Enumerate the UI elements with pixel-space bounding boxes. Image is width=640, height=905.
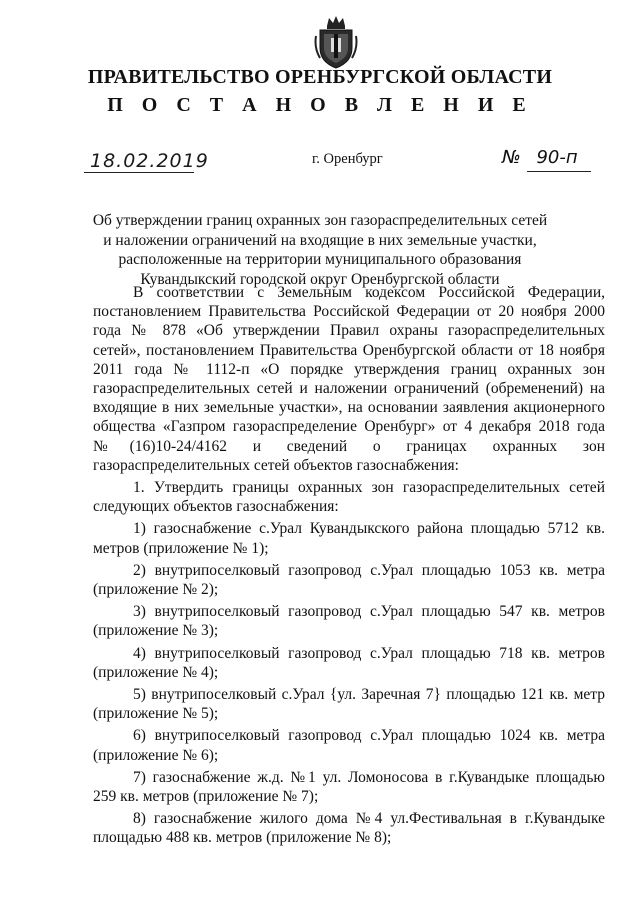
list-item: 5) внутрипоселковый с.Урал {ул. Заречная 7} площадью 121 кв. метр (приложение № 5); bbox=[93, 686, 605, 723]
subject-line: Об утверждении границ охранных зон газораспределительных сетей bbox=[92, 212, 548, 229]
preamble-paragraph: В соответствии с Земельным кодексом Российской Федерации, постановлением Правительства Российской Федерации от 20 ноября 2000 года № 878 «Об утверждении Правил охраны газораспределительных сетей», постановлением Правительства Оренбургской области от 18 ноября 2011 года № 1112-п «О порядке утверждения границ охранных зон газораспределительных сетей и наложении ограничений (обременений) на входящие в них земельные участки», на основании заявления акционерного общества «Газпром газораспределение Оренбург» от 4 декабря 2018 года №(16)10-24/4162 и сведений о границах охранных зон газораспределительных сетей объектов газоснабжения: bbox=[93, 284, 605, 474]
document-date: 18.02.2019 bbox=[90, 150, 209, 172]
list-item: 1) газоснабжение с.Урал Кувандыкского района площадью 5712 кв. метров (приложение № 1); bbox=[93, 520, 605, 557]
list-item: 4) внутрипоселковый газопровод с.Урал площадью 718 кв. метров (приложение № 4); bbox=[93, 644, 605, 681]
clause-paragraph: 1. Утвердить границы охранных зон газораспределительных сетей следующих объектов газоснабжения: bbox=[93, 479, 605, 516]
number-underline bbox=[527, 171, 591, 172]
subject-line: расположенные на территории муниципального образования bbox=[118, 251, 522, 268]
document-type-heading: П О С Т А Н О В Л Е Н И Е bbox=[107, 94, 533, 116]
subject-line: и наложении ограничений на входящие в них земельные участки, bbox=[103, 231, 537, 249]
list-item: 6) внутрипоселковый газопровод с.Урал площадью 1024 кв. метра (приложение № 6); bbox=[93, 727, 605, 764]
document-city: г. Оренбург bbox=[312, 151, 383, 167]
document-subject bbox=[60, 211, 580, 289]
document-number bbox=[502, 147, 578, 168]
coat-of-arms-icon bbox=[313, 14, 359, 70]
list-item: 3) внутрипоселковый газопровод с.Урал площадью 547 кв. метров (приложение № 3); bbox=[93, 603, 605, 640]
document-body bbox=[93, 283, 605, 848]
number-label: № bbox=[502, 147, 521, 168]
list-item: 8) газоснабжение жилого дома №4 ул.Фестивальная в г.Кувандыке площадью 488 кв. метров (приложение № 8); bbox=[93, 810, 605, 847]
list-item: 2) внутрипоселковый газопровод с.Урал площадью 1053 кв. метра (приложение № 2); bbox=[93, 561, 605, 599]
number-value: 90-п bbox=[536, 147, 578, 168]
government-title: ПРАВИТЕЛЬСТВО ОРЕНБУРГСКОЙ ОБЛАСТИ bbox=[87, 66, 553, 88]
subject-line: Кувандыкский городской округ Оренбургской области bbox=[140, 270, 500, 288]
list-item: 7) газоснабжение ж.д. №1 ул. Ломоносова в г.Кувандыке площадью 259 кв. метров (приложение № 7); bbox=[93, 768, 605, 806]
date-underline bbox=[84, 172, 194, 173]
